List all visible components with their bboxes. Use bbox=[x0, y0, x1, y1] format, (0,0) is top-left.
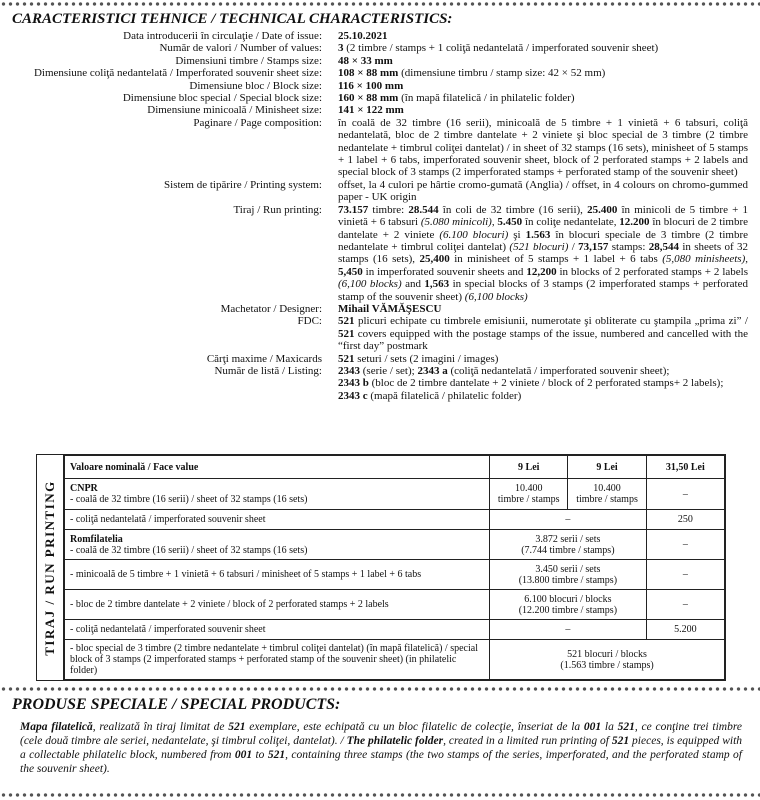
characteristic-label: FDC: bbox=[297, 315, 322, 328]
characteristic-value: 108 × 88 mm (dimensiune timbru / stamp size: 42 × 52 mm) bbox=[338, 67, 606, 80]
characteristic-label: Cărţi maxime / Maxicards bbox=[206, 352, 322, 365]
top-dotted-border bbox=[0, 0, 760, 8]
value-header-2: 9 Lei bbox=[568, 456, 646, 479]
row-description: - coală de 32 timbre (16 serii) / sheet of 32 stamps (16 sets) bbox=[70, 494, 308, 505]
characteristic-label: Dimensiune coliţă nedantelată / Imperforated souvenir sheet size: bbox=[33, 67, 322, 80]
characteristic-value: 48 × 33 mm bbox=[338, 54, 393, 67]
characteristic-value: offset, la 4 culori pe hârtie cromo-gumată (Anglia) / offset, in 4 colours on chromo-gummed paper - UK origin bbox=[338, 178, 748, 204]
characteristic-value: 73.157 timbre: 28.544 în coli de 32 timbre (16 serii), 25.400 în minicoli de 5 timbre + 1 vinietă + 6 tabsuri (5.080 minicoli), 5.450 în coliţe nedantelate, 12.200 în blocuri de 2 timbre dantelate + 2 viniete (6.100 blocuri) şi 1.563 în blocuri speciale de 3 timbre (2 timbre nedantelate + timbrul coliţei dantelat) (521 blocuri) / 73,157 stamps: 28,544 in sheets of 32 stamps (16 sets), 25,400 in minisheet of 5 stamps + 1 label + 6 tabs (5,080 minisheets), 5,450 in imperforated souvenir sheets and 12,200 in blocks of 2 perforated stamps + 2 labels (6,100 blocks) and 1,563 in special blocks of 3 stamps (2 imperforated stamps + perforated stamp of the souvenir sheet) (6,100 blocks) bbox=[338, 203, 749, 303]
table-row bbox=[65, 479, 725, 510]
cell-value: 3.872 serii / sets bbox=[535, 533, 601, 545]
table-row bbox=[65, 620, 725, 640]
characteristic-label: Sistem de tipărire / Printing system: bbox=[164, 178, 322, 191]
characteristic-value: 25.10.2021 bbox=[338, 30, 388, 42]
row-description: - coliţă nedantelată / imperforated souvenir sheet bbox=[65, 510, 490, 530]
technical-characteristics-title: CARACTERISTICI TEHNICE / TECHNICAL CHARACTERISTICS: bbox=[12, 11, 453, 27]
characteristic-label: Număr de valori / Number of values: bbox=[159, 42, 322, 55]
cell-value: – bbox=[490, 510, 647, 530]
face-value-header: Valoare nominală / Face value bbox=[65, 456, 490, 479]
run-printing-side-label: TIRAJ / RUN PRINTING bbox=[37, 455, 64, 680]
run-printing-table-box bbox=[36, 454, 726, 681]
row-description: - minicoală de 5 timbre + 1 vinietă + 6 tabsuri / minisheet of 5 stamps + 1 label + 6 tabs bbox=[65, 560, 490, 590]
cell-value: timbre / stamps bbox=[497, 494, 560, 505]
cell-value: – bbox=[490, 620, 647, 640]
cell-value: (7.744 timbre / stamps) bbox=[521, 544, 615, 556]
table-row bbox=[65, 530, 725, 560]
special-products-text: Mapa filatelică, realizată în tiraj limitat de 521 exemplare, este echipată cu un bloc filatelic de colecţie, înseriat de la 001 la 521, ce conţine trei timbre (cele două timbre ale seriei, nedantelate, şi timbrul coliţei, dantelat). / The philatelic folder, created in a limited run printing of 521 pieces, is equipped with a collectable philatelic block, numbered from 001 to 521, containing three stamps (the two stamps of the series, imperforated, and the perforated stamp of the souvenir sheet). bbox=[20, 721, 743, 775]
characteristic-row bbox=[12, 315, 748, 352]
characteristic-row bbox=[12, 353, 748, 365]
characteristic-row bbox=[12, 30, 748, 42]
characteristic-label: Dimensiune bloc special / Special block size: bbox=[122, 92, 322, 105]
characteristic-value: Mihail VĂMĂŞESCU bbox=[338, 302, 442, 315]
cell-value: – bbox=[646, 560, 724, 590]
value-header-3: 31,50 Lei bbox=[646, 456, 724, 479]
characteristic-row bbox=[12, 117, 748, 179]
characteristic-value: 160 × 88 mm (în mapă filatelică / in philatelic folder) bbox=[338, 92, 575, 105]
technical-characteristics bbox=[12, 30, 748, 402]
characteristic-label: Data introducerii în circulaţie / Date of issue: bbox=[123, 30, 322, 42]
characteristic-row bbox=[12, 42, 748, 54]
characteristic-label: Machetator / Designer: bbox=[220, 302, 322, 315]
romfilatelia-title: Romfilatelia bbox=[70, 533, 123, 545]
cell-value: 10.400 bbox=[514, 483, 543, 494]
cell-value: – bbox=[646, 479, 724, 510]
characteristic-label: Dimensiuni timbre / Stamps size: bbox=[175, 54, 322, 67]
characteristic-label: Tiraj / Run printing: bbox=[233, 203, 322, 216]
characteristic-label: Număr de listă / Listing: bbox=[214, 364, 322, 377]
cell-value: 521 blocuri / blocks bbox=[567, 648, 647, 660]
bottom-dotted-border bbox=[0, 791, 760, 799]
characteristic-label: Dimensiune bloc / Block size: bbox=[189, 79, 322, 92]
characteristic-value: 3 (2 timbre / stamps + 1 coliţă nedantelată / imperforated souvenir sheet) bbox=[338, 42, 659, 55]
characteristic-label: Paginare / Page composition: bbox=[193, 116, 322, 129]
characteristic-value: 521 plicuri echipate cu timbrele emisiunii, numerotate şi obliterate cu ştampila „prima zi” / 521 covers equipped with the postage stamps of the issue, numbered and cancelled with the “first day” postmark bbox=[338, 315, 748, 353]
table-row bbox=[65, 590, 725, 620]
row-description: - coliţă nedantelată / imperforated souvenir sheet bbox=[65, 620, 490, 640]
table-row bbox=[65, 510, 725, 530]
characteristic-value: 2343 (serie / set); 2343 a (coliţă nedantelată / imperforated souvenir sheet); 2343 b (bloc de 2 timbre dantelate + 2 viniete / block of 2 perforated stamps+ 2 labels); 2343 c (mapă filatelică / philatelic folder) bbox=[338, 364, 724, 402]
characteristic-value: 521 seturi / sets (2 imagini / images) bbox=[338, 352, 499, 365]
cell-value: – bbox=[646, 590, 724, 620]
cell-value: 3.450 serii / sets bbox=[535, 563, 601, 575]
characteristic-row bbox=[12, 179, 748, 204]
characteristic-value: 141 × 122 mm bbox=[338, 104, 404, 117]
cell-value: 6.100 blocuri / blocks bbox=[524, 593, 612, 605]
table-header-row bbox=[65, 456, 725, 479]
row-description: - bloc de 2 timbre dantelate + 2 viniete / block of 2 perforated stamps + 2 labels bbox=[65, 590, 490, 620]
run-printing-table bbox=[64, 455, 725, 680]
cell-value: 5.200 bbox=[646, 620, 724, 640]
cell-value: timbre / stamps bbox=[576, 494, 638, 505]
characteristic-row bbox=[12, 92, 748, 104]
cell-value: (1.563 timbre / stamps) bbox=[560, 659, 654, 671]
characteristic-row bbox=[12, 55, 748, 67]
characteristic-label: Dimensiune minicoală / Minisheet size: bbox=[147, 104, 322, 117]
characteristic-value: în coală de 32 timbre (16 serii), minicoală de 5 timbre + 1 vinietă + 6 tabsuri, coliţă nedantelată, bloc de 2 timbre dantelate + 2 viniete şi bloc special de 3 timbre (2 timbre nedantelate + timbrul coliţei dantelat) / in sheet of 32 stamps (16 sets), minisheet of 5 stamps + 1 label + 6 tabs, imperforated souvenir sheet, block of 2 perforated stamps + 2 labels and special block of 3 stamps (2 imperforated stamps + perforated stamp of the souvenir sheet) bbox=[338, 116, 748, 179]
table-row bbox=[65, 640, 725, 680]
characteristic-row bbox=[12, 67, 748, 79]
cell-value: (13.800 timbre / stamps) bbox=[518, 574, 618, 586]
value-header-1: 9 Lei bbox=[490, 456, 568, 479]
characteristic-value: 116 × 100 mm bbox=[338, 79, 404, 92]
cell-value: 250 bbox=[646, 510, 724, 530]
cnpr-title: CNPR bbox=[70, 483, 98, 494]
characteristic-row bbox=[12, 303, 748, 315]
characteristic-row bbox=[12, 80, 748, 92]
cell-value: (12.200 timbre / stamps) bbox=[518, 604, 618, 616]
row-description: - coală de 32 timbre (16 serii) / sheet of 32 stamps (16 sets) bbox=[70, 544, 308, 556]
middle-dotted-border bbox=[0, 685, 760, 693]
characteristic-row bbox=[12, 365, 748, 402]
characteristic-row bbox=[12, 104, 748, 116]
special-products-title: PRODUSE SPECIALE / SPECIAL PRODUCTS: bbox=[12, 696, 341, 713]
characteristic-row bbox=[12, 204, 748, 303]
table-row bbox=[65, 560, 725, 590]
row-description: - bloc special de 3 timbre (2 timbre nedantelate + timbrul coliţei dantelat) (în mapă filatelică) / special block of 3 stamps (2 imperforated stamps + perforated stamp of the souvenir sheet) (in philatelic folder) bbox=[65, 640, 490, 680]
cell-value: 10.400 bbox=[593, 483, 621, 494]
cell-value: – bbox=[646, 530, 724, 560]
